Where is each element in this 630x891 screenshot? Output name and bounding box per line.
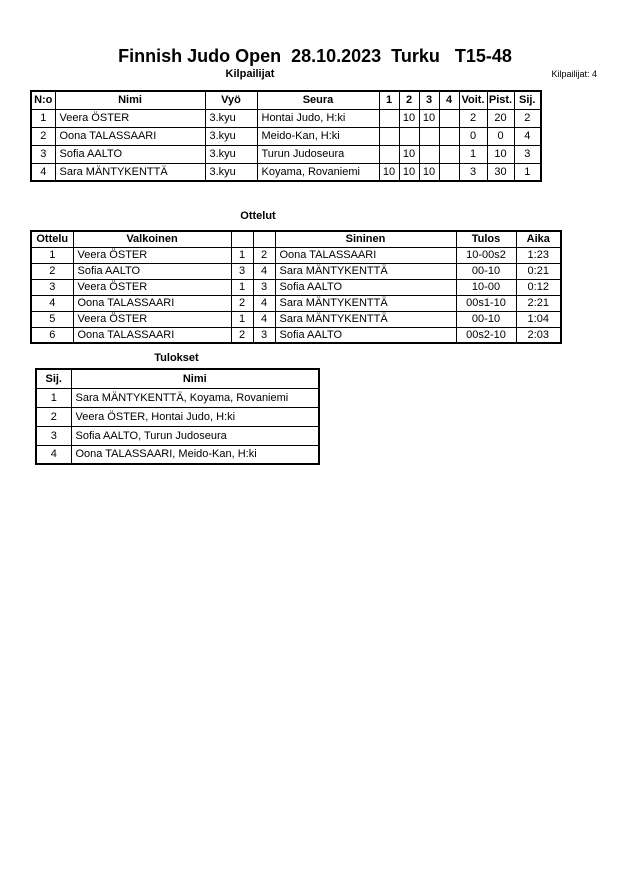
col-header-white: Valkoinen (73, 231, 231, 247)
score-4 (439, 127, 459, 145)
table-row (31, 127, 541, 145)
competitor-name: Oona TALASSAARI (55, 127, 205, 145)
match-number: 5 (31, 311, 73, 327)
match-result: 10-00 (456, 279, 516, 295)
result-place: 3 (36, 426, 71, 445)
white-number: 1 (231, 279, 253, 295)
matches-heading: Ottelut (240, 210, 276, 222)
col-header-blue: Sininen (275, 231, 456, 247)
col-header-points: Pist. (487, 91, 514, 109)
match-result: 10-00s2 (456, 247, 516, 263)
match-time: 0:12 (516, 279, 561, 295)
table-row (36, 407, 319, 426)
white-number: 1 (231, 311, 253, 327)
wins: 0 (459, 127, 487, 145)
competitor-number: 4 (31, 163, 55, 181)
white-name: Veera ÖSTER (73, 279, 231, 295)
result-name: Veera ÖSTER, Hontai Judo, H:ki (71, 407, 319, 426)
col-header-name: Nimi (71, 369, 319, 388)
white-number: 1 (231, 247, 253, 263)
points: 0 (487, 127, 514, 145)
competitor-name: Sofia AALTO (55, 145, 205, 163)
wins: 2 (459, 109, 487, 127)
col-header-score-2: 2 (399, 91, 419, 109)
match-time: 0:21 (516, 263, 561, 279)
competitor-club: Turun Judoseura (257, 145, 379, 163)
match-time: 1:04 (516, 311, 561, 327)
table-header-row (31, 91, 541, 109)
page-title: Finnish Judo Open 28.10.2023 Turku T15-48 (118, 46, 512, 66)
wins: 1 (459, 145, 487, 163)
col-header-blue-number (253, 231, 275, 247)
competitors-heading: Kilpailijat (225, 68, 275, 80)
white-number: 2 (231, 295, 253, 311)
blue-name: Sara MÄNTYKENTTÄ (275, 295, 456, 311)
competitor-number: 3 (31, 145, 55, 163)
match-number: 3 (31, 279, 73, 295)
table-row (31, 279, 561, 295)
col-header-belt: Vyö (205, 91, 257, 109)
result-place: 2 (36, 407, 71, 426)
score-2: 10 (399, 145, 419, 163)
competitor-club: Hontai Judo, H:ki (257, 109, 379, 127)
white-name: Veera ÖSTER (73, 247, 231, 263)
col-header-score-4: 4 (439, 91, 459, 109)
result-name: Oona TALASSAARI, Meido-Kan, H:ki (71, 445, 319, 464)
result-name: Sofia AALTO, Turun Judoseura (71, 426, 319, 445)
competitor-belt: 3.kyu (205, 127, 257, 145)
competitor-club: Meido-Kan, H:ki (257, 127, 379, 145)
col-header-white-number (231, 231, 253, 247)
col-header-wins: Voit. (459, 91, 487, 109)
points: 20 (487, 109, 514, 127)
matches-table (30, 230, 562, 344)
table-row (31, 247, 561, 263)
competitor-name: Veera ÖSTER (55, 109, 205, 127)
score-3: 10 (419, 163, 439, 181)
score-2: 10 (399, 109, 419, 127)
result-name: Sara MÄNTYKENTTÄ, Koyama, Rovaniemi (71, 388, 319, 407)
blue-name: Sofia AALTO (275, 279, 456, 295)
blue-number: 2 (253, 247, 275, 263)
table-row (31, 311, 561, 327)
table-row (36, 445, 319, 464)
table-row (31, 327, 561, 343)
col-header-place: Sij. (514, 91, 541, 109)
match-result: 00-10 (456, 311, 516, 327)
col-header-place: Sij. (36, 369, 71, 388)
place: 2 (514, 109, 541, 127)
competitor-number: 2 (31, 127, 55, 145)
competitor-belt: 3.kyu (205, 163, 257, 181)
blue-number: 4 (253, 263, 275, 279)
white-number: 3 (231, 263, 253, 279)
points: 10 (487, 145, 514, 163)
score-3 (419, 127, 439, 145)
blue-name: Oona TALASSAARI (275, 247, 456, 263)
wins: 3 (459, 163, 487, 181)
competitor-number: 1 (31, 109, 55, 127)
competitor-belt: 3.kyu (205, 145, 257, 163)
table-header-row (31, 231, 561, 247)
score-4 (439, 163, 459, 181)
white-name: Veera ÖSTER (73, 311, 231, 327)
score-2: 10 (399, 163, 419, 181)
competitor-belt: 3.kyu (205, 109, 257, 127)
match-number: 1 (31, 247, 73, 263)
score-3 (419, 145, 439, 163)
table-row (36, 426, 319, 445)
table-row (31, 295, 561, 311)
blue-number: 4 (253, 295, 275, 311)
table-header-row (36, 369, 319, 388)
blue-number: 4 (253, 311, 275, 327)
place: 1 (514, 163, 541, 181)
table-row (31, 263, 561, 279)
results-table (35, 368, 320, 465)
match-number: 4 (31, 295, 73, 311)
col-header-name: Nimi (55, 91, 205, 109)
results-heading: Tulokset (154, 352, 199, 364)
white-name: Sofia AALTO (73, 263, 231, 279)
table-row (36, 388, 319, 407)
result-place: 1 (36, 388, 71, 407)
score-4 (439, 145, 459, 163)
white-name: Oona TALASSAARI (73, 327, 231, 343)
score-1 (379, 127, 399, 145)
col-header-no: N:o (31, 91, 55, 109)
match-result: 00s2-10 (456, 327, 516, 343)
score-1 (379, 109, 399, 127)
score-4 (439, 109, 459, 127)
score-2 (399, 127, 419, 145)
white-number: 2 (231, 327, 253, 343)
blue-name: Sofia AALTO (275, 327, 456, 343)
blue-number: 3 (253, 279, 275, 295)
col-header-time: Aika (516, 231, 561, 247)
score-3: 10 (419, 109, 439, 127)
col-header-score-3: 3 (419, 91, 439, 109)
match-time: 2:21 (516, 295, 561, 311)
match-number: 2 (31, 263, 73, 279)
blue-name: Sara MÄNTYKENTTÄ (275, 311, 456, 327)
table-row (31, 109, 541, 127)
place: 4 (514, 127, 541, 145)
points: 30 (487, 163, 514, 181)
match-time: 1:23 (516, 247, 561, 263)
match-time: 2:03 (516, 327, 561, 343)
table-row (31, 145, 541, 163)
competitors-count-label: Kilpailijat: 4 (551, 69, 597, 79)
competitor-club: Koyama, Rovaniemi (257, 163, 379, 181)
match-number: 6 (31, 327, 73, 343)
score-1: 10 (379, 163, 399, 181)
competitors-table (30, 90, 542, 182)
table-row (31, 163, 541, 181)
match-result: 00s1-10 (456, 295, 516, 311)
blue-name: Sara MÄNTYKENTTÄ (275, 263, 456, 279)
white-name: Oona TALASSAARI (73, 295, 231, 311)
col-header-match: Ottelu (31, 231, 73, 247)
match-result: 00-10 (456, 263, 516, 279)
blue-number: 3 (253, 327, 275, 343)
score-1 (379, 145, 399, 163)
competitor-name: Sara MÄNTYKENTTÄ (55, 163, 205, 181)
col-header-result: Tulos (456, 231, 516, 247)
result-place: 4 (36, 445, 71, 464)
col-header-score-1: 1 (379, 91, 399, 109)
col-header-club: Seura (257, 91, 379, 109)
place: 3 (514, 145, 541, 163)
